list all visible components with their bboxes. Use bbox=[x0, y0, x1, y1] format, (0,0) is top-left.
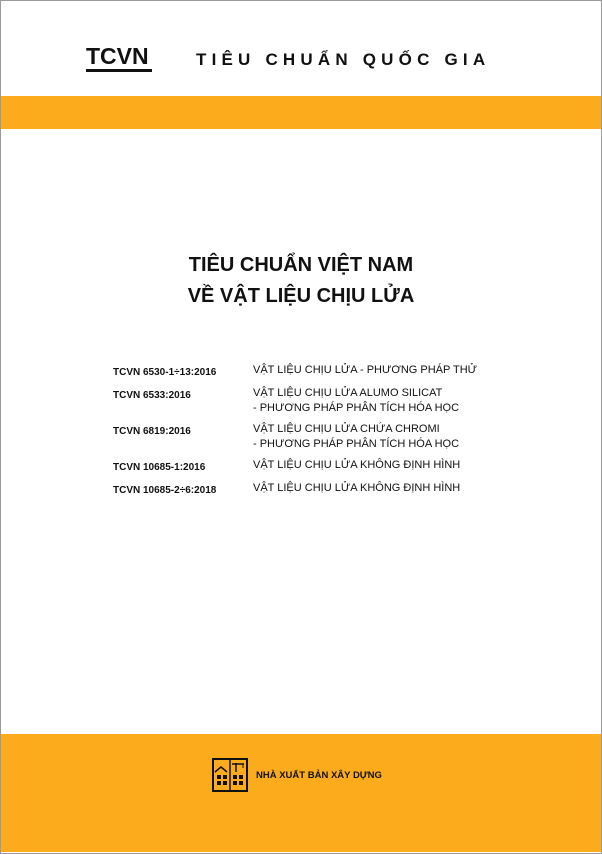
standard-title-line: VẬT LIỆU CHỊU LỬA - PHƯƠNG PHÁP THỬ bbox=[253, 364, 478, 376]
standard-code: TCVN 6819:2016 bbox=[113, 426, 191, 437]
standard-title-line: VẬT LIỆU CHỊU LỬA KHÔNG ĐỊNH HÌNH bbox=[253, 482, 461, 494]
standard-item bbox=[113, 363, 513, 380]
standards-list bbox=[113, 363, 513, 504]
standard-title-line: VẬT LIỆU CHỊU LỬA ALUMO SILICAT bbox=[253, 387, 443, 399]
standard-title bbox=[253, 363, 477, 380]
publisher-logo-icon bbox=[212, 758, 248, 792]
standard-item bbox=[113, 458, 513, 475]
standard-code: TCVN 10685-2÷6:2018 bbox=[113, 485, 217, 496]
bottom-accent-band bbox=[1, 734, 601, 852]
logo-underline bbox=[86, 69, 152, 72]
standard-title bbox=[253, 386, 459, 416]
standard-title-line: VẬT LIỆU CHỊU LỬA CHỨA CHROMI bbox=[253, 423, 440, 435]
standard-title bbox=[253, 481, 460, 498]
publisher bbox=[212, 758, 382, 792]
series-title: TIÊU CHUẨN QUỐC GIA bbox=[196, 50, 491, 69]
header bbox=[0, 0, 602, 96]
standard-code: TCVN 6530-1÷13:2016 bbox=[113, 367, 217, 378]
standard-title bbox=[253, 422, 459, 452]
tcvn-logo: TCVN bbox=[86, 43, 149, 69]
publisher-name: NHÀ XUẤT BẢN XÂY DỰNG bbox=[256, 769, 382, 781]
standard-code: TCVN 10685-1:2016 bbox=[113, 462, 206, 473]
standard-title-line: VẬT LIỆU CHỊU LỬA KHÔNG ĐỊNH HÌNH bbox=[253, 459, 461, 471]
top-accent-band bbox=[1, 96, 601, 129]
standard-title-line: - PHƯƠNG PHÁP PHÂN TÍCH HÓA HỌC bbox=[253, 438, 460, 450]
standard-code: TCVN 6533:2016 bbox=[113, 390, 191, 401]
standard-item bbox=[113, 386, 513, 416]
standard-title bbox=[253, 458, 460, 475]
title-line-2: VỀ VẬT LIỆU CHỊU LỬA bbox=[187, 285, 415, 307]
standard-item bbox=[113, 422, 513, 452]
standard-item bbox=[113, 481, 513, 498]
standard-title-line: - PHƯƠNG PHÁP PHÂN TÍCH HÓA HỌC bbox=[253, 402, 460, 414]
document-title bbox=[0, 250, 602, 312]
title-line-1: TIÊU CHUẨN VIỆT NAM bbox=[188, 254, 414, 276]
